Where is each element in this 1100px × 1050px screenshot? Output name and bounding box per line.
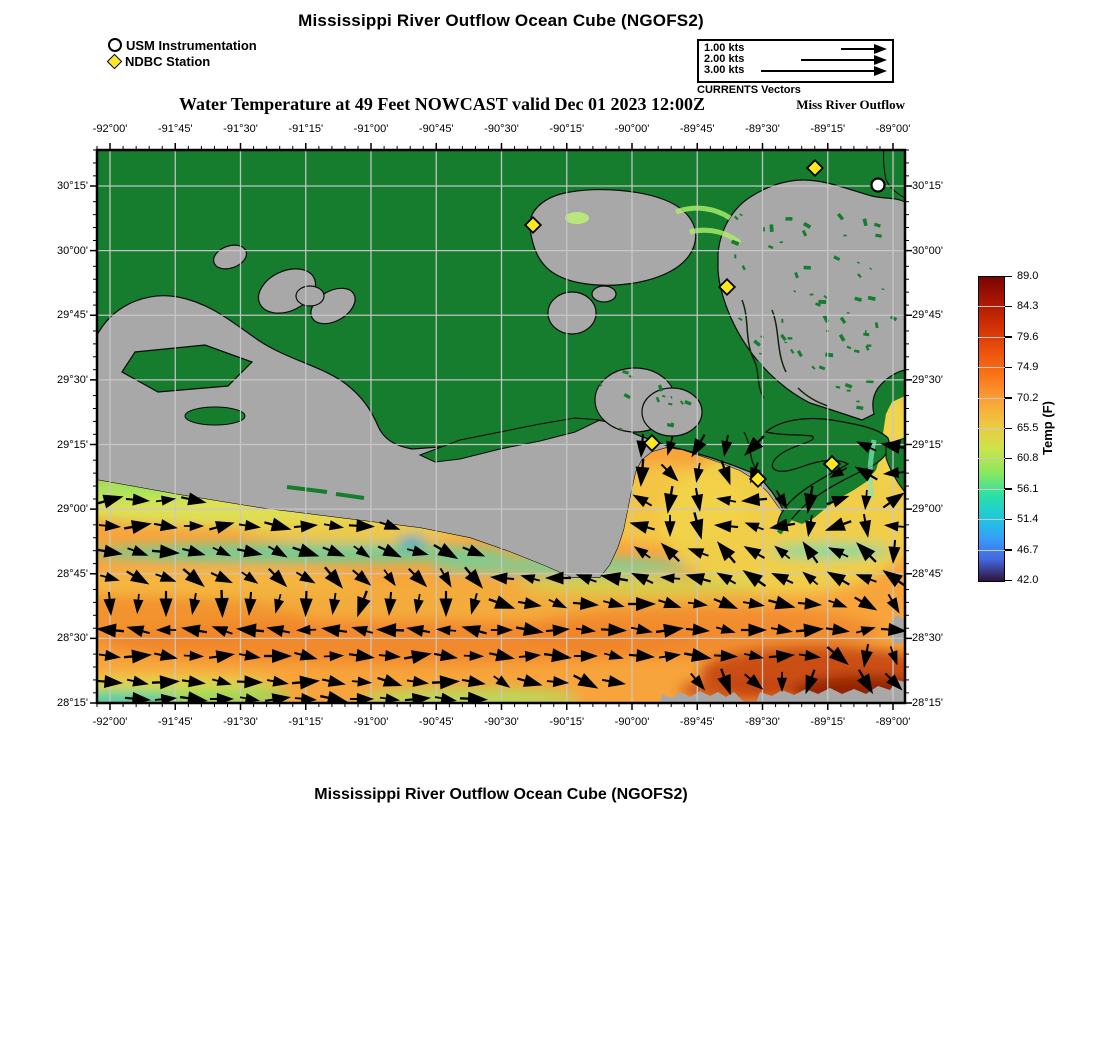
lon-label-top: -91°15' [288,123,324,135]
marsh-speckle [780,241,783,243]
lon-label-bottom: -89°30' [745,716,780,728]
lat-label-left: 28°45' [57,567,88,580]
marsh-speckle [654,355,657,360]
lat-label-right: 28°30' [912,632,943,645]
colorbar-tick-mark [1005,458,1012,460]
marsh-speckle [804,266,811,270]
lon-label-top: -91°30' [223,123,258,135]
lat-label-right: 29°30' [912,373,943,386]
lon-label-bottom: -90°15' [549,716,585,728]
colorbar-tick-label: 79.6 [1017,330,1039,343]
lat-label-right: 29°45' [912,309,943,322]
colorbar-tick-label: 60.8 [1017,452,1039,465]
colorbar-tick-mark [1005,397,1012,399]
marsh-speckle [843,235,846,237]
lat-label-left: 30°00' [57,244,88,257]
colorbar-tick-label: 56.1 [1017,482,1039,495]
lon-label-top: -91°00' [353,123,389,135]
colorbar-grid-line [978,367,1006,368]
lon-label-top: -89°00' [875,123,911,135]
marsh-speckle [788,337,793,340]
lon-label-bottom: -89°45' [679,716,715,728]
page-title: Mississippi River Outflow Ocean Cube (NGOFS2) [298,11,704,30]
marsh-speckle [856,401,859,403]
lat-label-right: 28°45' [912,567,943,580]
lon-label-bottom: -91°15' [288,716,324,728]
marsh-speckle [680,382,684,384]
colorbar-tick-label: 74.9 [1017,361,1039,374]
lon-label-bottom: -90°00' [614,716,650,728]
usm-station-marker [872,179,885,192]
vector-scale-1kt-label: 1.00 kts [704,42,745,54]
colorbar-grid-line [978,458,1006,459]
colorbar-grid-line [978,428,1006,429]
colorbar-tick-label: 42.0 [1017,574,1039,586]
vector-scale-3kt-label: 3.00 kts [704,64,745,76]
marsh-speckle [867,344,872,346]
currents-vectors-caption: CURRENTS Vectors [697,84,801,96]
lon-label-bottom: -91°30' [223,716,258,728]
lat-label-right: 30°00' [912,244,943,257]
temperature-colorbar [978,276,1005,582]
marsh-speckle [770,224,774,232]
marsh-speckle [810,294,814,296]
lat-label-right: 29°00' [912,503,943,516]
lon-label-bottom: -90°30' [484,716,519,728]
lat-label-right: 29°15' [912,438,943,451]
colorbar-tick-label: 46.7 [1017,543,1039,556]
lon-label-top: -90°30' [484,123,519,135]
lat-label-left: 29°15' [57,438,88,451]
lon-label-bottom: -91°45' [157,716,193,728]
lon-label-bottom: -91°00' [353,716,389,728]
colorbar-grid-line [978,489,1006,490]
colorbar-tick-mark [1005,336,1012,338]
miss-river-outflow-label: Miss River Outflow [796,97,905,112]
lon-label-bottom: -90°45' [418,716,454,728]
colorbar-tick-mark [1005,367,1012,369]
lon-label-top: -92°00' [92,123,128,135]
lon-label-bottom: -89°00' [875,716,911,728]
map-subtitle: Water Temperature at 49 Feet NOWCAST valid Dec 01 2023 12:00Z [179,94,705,114]
lime-dab [565,212,589,224]
colorbar-grid-line [978,306,1006,307]
colorbar-title: Temp (F) [1040,401,1055,455]
lon-label-top: -89°15' [810,123,846,135]
colorbar-tick-label: 65.5 [1017,422,1039,434]
colorbar-grid-line [978,550,1006,551]
colorbar-tick-mark [1005,519,1012,521]
colorbar-grid-line [978,337,1006,338]
ndbc-legend-label: NDBC Station [125,53,211,69]
lat-label-left: 30°15' [57,180,88,192]
lat-label-left: 28°30' [57,632,88,645]
bottom-title: Mississippi River Outflow Ocean Cube (NGOFS2) [314,786,688,803]
colorbar-grid-line [978,398,1006,399]
lon-label-top: -89°45' [679,123,715,135]
lat-label-left: 29°00' [57,503,88,516]
marsh-speckle [825,353,833,358]
lon-label-top: -90°00' [614,123,650,135]
lon-label-top: -90°45' [418,123,454,135]
lat-label-left: 28°15' [57,697,88,709]
lon-label-top: -91°45' [157,123,193,135]
marsh-speckle [734,254,736,258]
colorbar-tick-label: 89.0 [1017,270,1039,282]
map-plot-area [0,150,940,710]
marsh-speckle [865,330,867,333]
marsh-speckle [882,288,885,290]
colorbar-tick-mark [1005,306,1012,308]
usm-legend-label: USM Instrumentation [126,37,257,53]
lon-label-top: -89°30' [745,123,780,135]
colorbar-tick-mark [1005,549,1012,551]
colorbar-tick-mark [1005,276,1012,278]
colorbar-tick-label: 84.3 [1017,300,1039,313]
colorbar-tick-mark [1005,428,1012,430]
marsh-speckle [847,389,851,391]
lat-label-right: 28°15' [912,697,943,709]
marsh-speckle [781,319,783,323]
lon-label-bottom: -89°15' [810,716,846,728]
colorbar-tick-mark [1005,580,1012,582]
marsh-speckle [785,217,792,220]
lat-label-left: 29°30' [57,373,88,386]
lon-label-top: -90°15' [549,123,585,135]
lat-label-left: 29°45' [57,309,88,322]
swamp-green-pond [185,407,245,425]
vector-scale-2kt-label: 2.00 kts [704,53,745,65]
colorbar-grid-line [978,519,1006,520]
colorbar-tick-mark [1005,488,1012,490]
lat-label-right: 30°15' [912,180,943,192]
lon-label-bottom: -92°00' [92,716,128,728]
colorbar-tick-label: 70.2 [1017,391,1039,404]
colorbar-tick-label: 51.4 [1017,513,1039,526]
marsh-speckle [818,300,826,304]
